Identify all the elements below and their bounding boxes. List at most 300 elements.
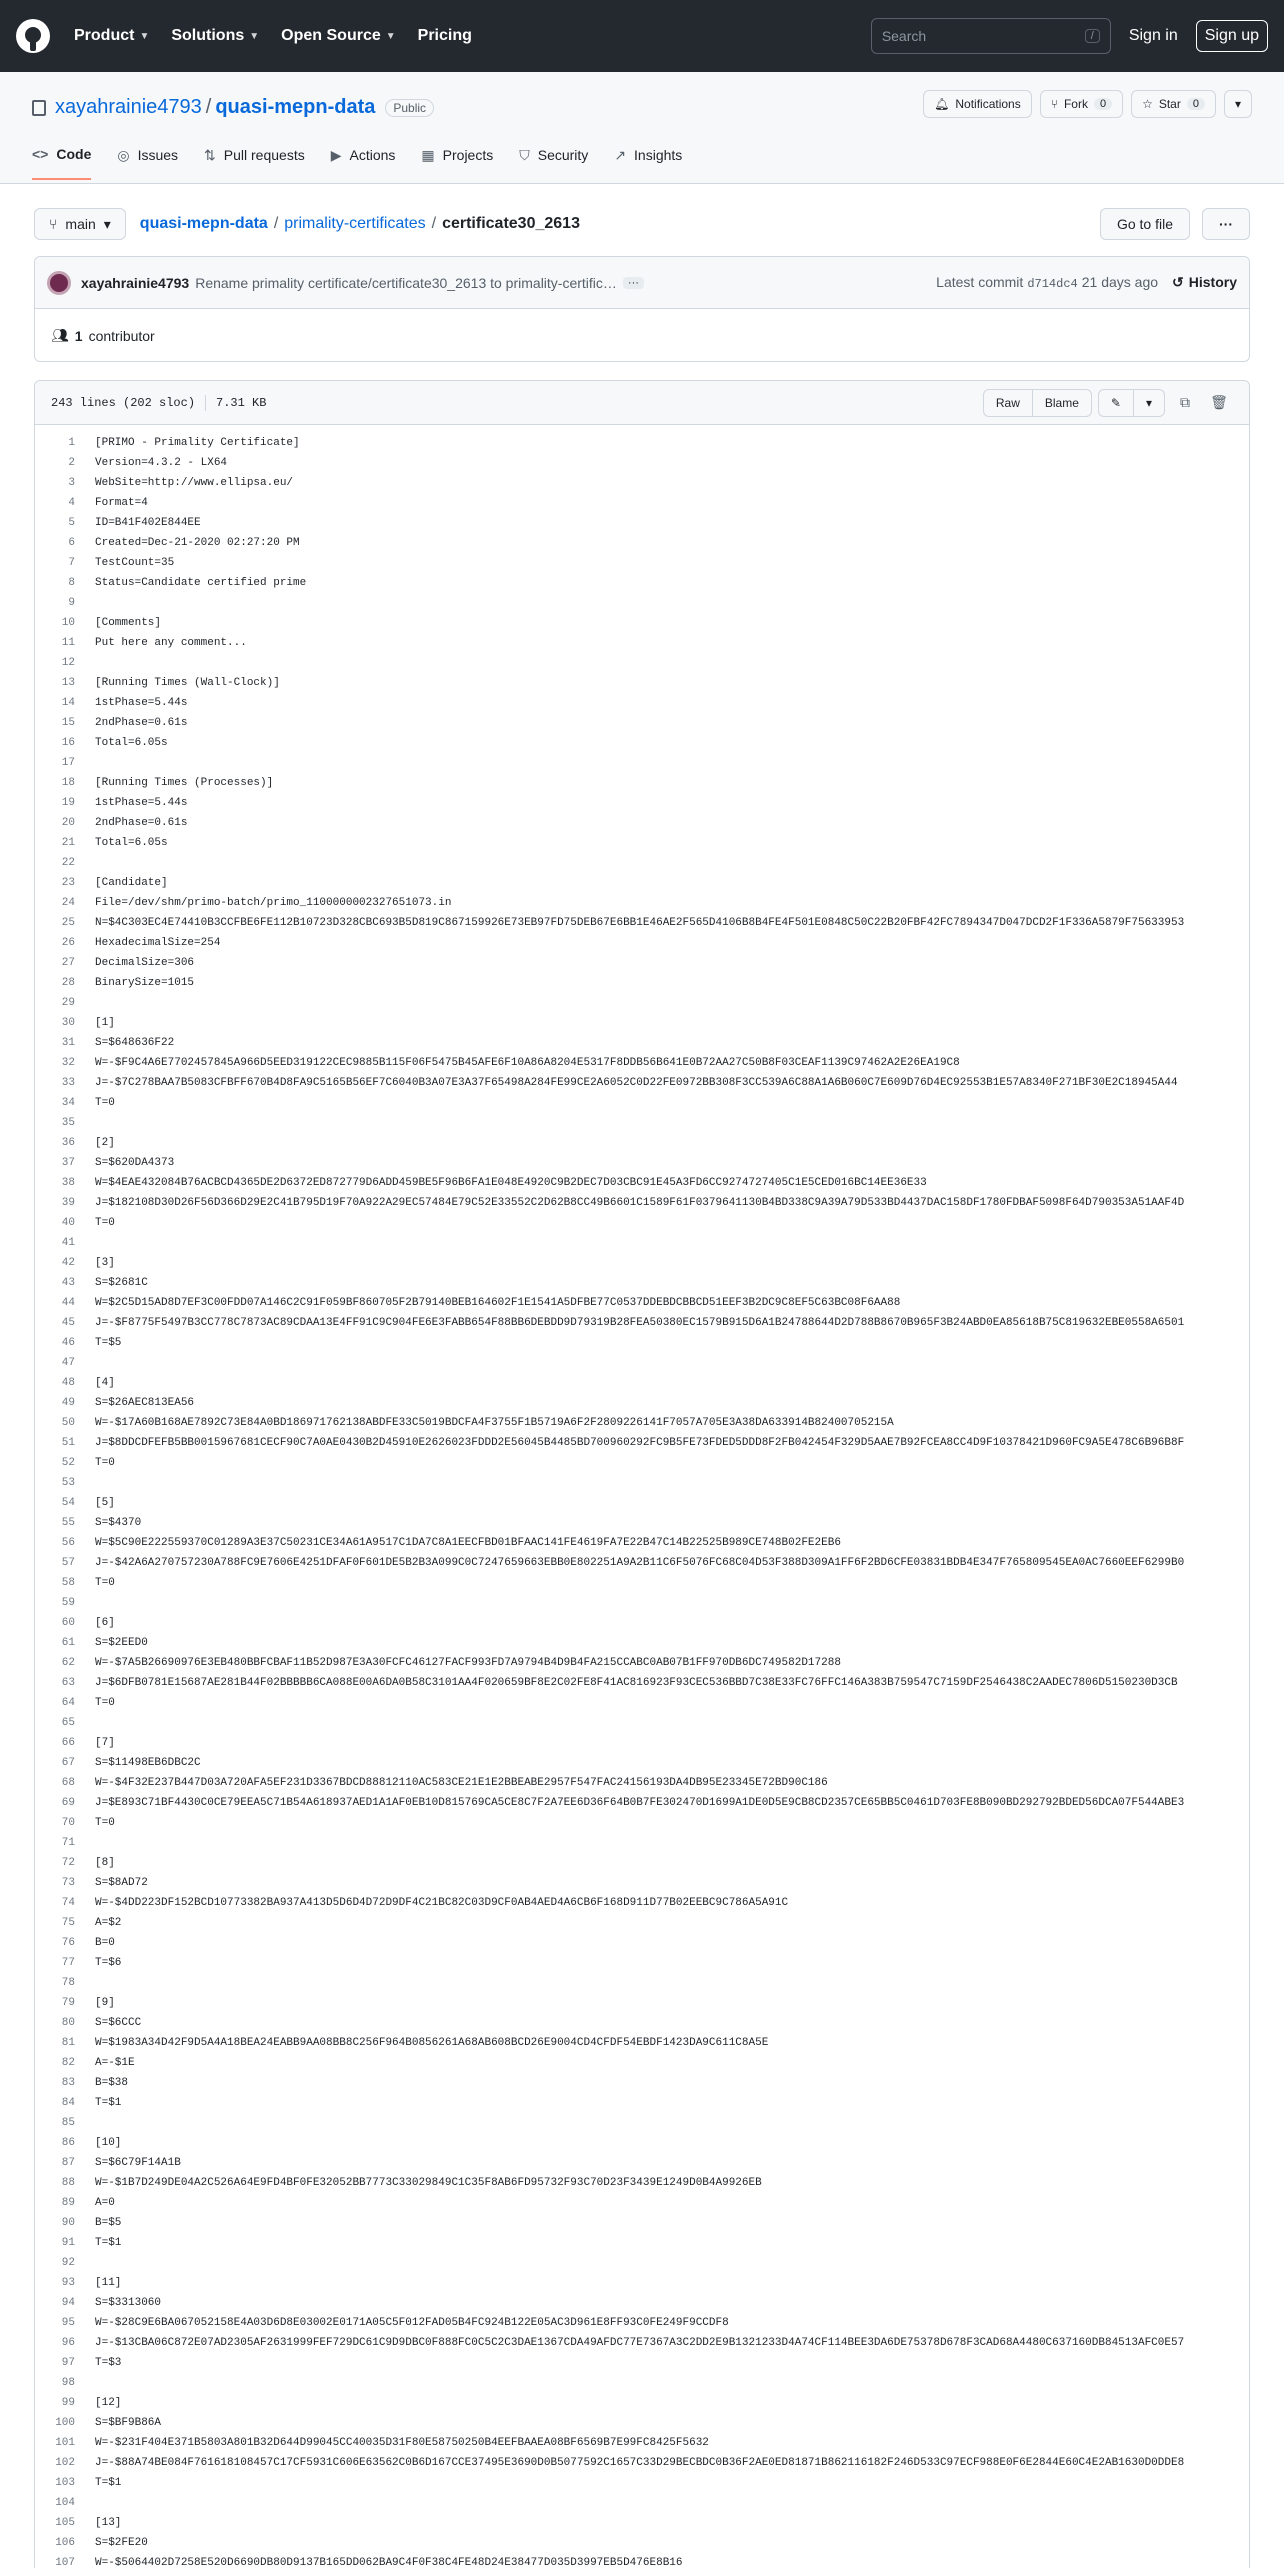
line-number[interactable]: 55 bbox=[61, 1517, 75, 1529]
nav-product[interactable] bbox=[74, 27, 149, 45]
chevron-down-icon: ▾ bbox=[103, 215, 111, 232]
line-text: DecimalSize=306 bbox=[95, 957, 195, 969]
chevron-down-icon: ▼ bbox=[139, 30, 150, 42]
go-to-file-button[interactable]: Go to file bbox=[1100, 208, 1190, 240]
line-number[interactable]: 91 bbox=[61, 2237, 75, 2249]
play-icon: ▶︎ bbox=[330, 146, 342, 163]
code-line bbox=[35, 1433, 1249, 1453]
nav-solutions-label: Solutions bbox=[171, 27, 245, 44]
line-text: J=$E893C71BF4430C0CE79EEA5C71B54A618937AED1A1AF0EB10D815769CA5CE8C7F2A7EE6D36F64B0B7FE302470D1699A1DE0D5E9CB8CD2357CE65BB5C0461D703FE8B090BD292792BDED56DCA07F544ABE3 bbox=[95, 1797, 1185, 1809]
line-number[interactable]: 77 bbox=[61, 1957, 75, 1969]
tab-issues-label: Issues bbox=[137, 147, 179, 163]
line-text: Version=4.3.2 - LX64 bbox=[95, 457, 228, 469]
line-number[interactable]: 72 bbox=[61, 1857, 75, 1869]
tab-issues[interactable] bbox=[117, 146, 178, 180]
delete-button[interactable] bbox=[1205, 389, 1233, 417]
code-line bbox=[35, 1973, 1249, 1993]
line-number[interactable]: 67 bbox=[61, 1757, 75, 1769]
line-number[interactable]: 97 bbox=[61, 2357, 75, 2369]
line-number[interactable]: 40 bbox=[61, 1217, 75, 1229]
code-line bbox=[35, 773, 1249, 793]
repo-title-separator: / bbox=[205, 96, 212, 118]
code-line bbox=[35, 1753, 1249, 1773]
line-number[interactable]: 11 bbox=[61, 637, 75, 649]
code-line bbox=[35, 953, 1249, 973]
nav-pricing-label: Pricing bbox=[417, 27, 472, 44]
line-text bbox=[75, 1713, 95, 1733]
code-line bbox=[35, 753, 1249, 773]
code-line bbox=[35, 1393, 1249, 1413]
code-line bbox=[35, 1453, 1249, 1473]
line-number[interactable]: 15 bbox=[61, 717, 75, 729]
nav-open-source[interactable] bbox=[281, 27, 395, 45]
line-text: W=$5C90E222559370C01289A3E37C50231CE34A61A9517C1DA7C8A1EECFBD01BFAAC141FE4619FA7E22B47C14B22525B989CE748B02FE2EB6 bbox=[95, 1537, 841, 1549]
line-number[interactable]: 12 bbox=[61, 657, 75, 669]
line-text: W=-$28C9E6BA067052158E4A03D6D8E03002E0171A05C5F012FAD05B4FC924B122E05AC3D961E8FF93C0FE249F9CCDF8 bbox=[95, 2317, 729, 2329]
line-number[interactable]: 2 bbox=[68, 457, 75, 469]
table-icon: ▦ bbox=[421, 146, 435, 163]
code-line bbox=[35, 1693, 1249, 1713]
line-number[interactable]: 107 bbox=[55, 2557, 75, 2568]
line-number[interactable]: 50 bbox=[61, 1417, 75, 1429]
line-number[interactable]: 25 bbox=[61, 917, 75, 929]
code-line bbox=[35, 833, 1249, 853]
line-text: W=-$231F404E371B5803A801B32D644D99045CC40035D31F80E58750250B4EEFBAAEA08BF6569B7E99FC8425F5632 bbox=[95, 2437, 709, 2449]
line-text: S=$11498EB6DBC2C bbox=[95, 1757, 201, 1769]
line-text: T=0 bbox=[95, 1697, 115, 1709]
history-icon: ↺ bbox=[1172, 274, 1184, 290]
github-logo-icon[interactable] bbox=[16, 19, 50, 53]
code-line bbox=[35, 573, 1249, 593]
line-number[interactable]: 66 bbox=[61, 1737, 75, 1749]
code-line bbox=[35, 1093, 1249, 1113]
commit-author[interactable]: xayahrainie4793 bbox=[81, 274, 190, 291]
line-number[interactable]: 13 bbox=[61, 677, 75, 689]
line-text bbox=[75, 2113, 95, 2133]
commit-expand-button[interactable]: ··· bbox=[623, 277, 644, 289]
line-number[interactable]: 101 bbox=[55, 2437, 75, 2449]
latest-commit-label: Latest commit bbox=[936, 274, 1024, 290]
branch-icon: ⑂ bbox=[49, 216, 58, 232]
line-number[interactable]: 14 bbox=[61, 697, 75, 709]
fork-button[interactable] bbox=[1040, 90, 1123, 118]
issue-icon: ◎ bbox=[117, 146, 130, 163]
contributors-label: contributor bbox=[88, 327, 155, 344]
line-text bbox=[75, 853, 95, 873]
line-number[interactable]: 45 bbox=[61, 1317, 75, 1329]
sign-up-button[interactable]: Sign up bbox=[1196, 20, 1268, 52]
code-line bbox=[35, 1113, 1249, 1133]
line-text: T=$5 bbox=[95, 1337, 122, 1349]
top-navbar bbox=[0, 0, 1284, 72]
line-text: B=0 bbox=[95, 1937, 115, 1949]
line-number[interactable]: 83 bbox=[61, 2077, 75, 2089]
line-number[interactable]: 20 bbox=[61, 817, 75, 829]
code-line bbox=[35, 1853, 1249, 1873]
code-line bbox=[35, 973, 1249, 993]
avatar[interactable] bbox=[47, 271, 71, 295]
code-line bbox=[35, 2213, 1249, 2233]
line-number[interactable]: 87 bbox=[61, 2157, 75, 2169]
code-line bbox=[35, 1653, 1249, 1673]
line-number[interactable]: 104 bbox=[55, 2497, 75, 2509]
copy-button[interactable] bbox=[1171, 389, 1199, 417]
nav-product-label: Product bbox=[74, 27, 135, 44]
line-number[interactable]: 93 bbox=[61, 2277, 75, 2289]
line-number[interactable]: 43 bbox=[61, 1277, 75, 1289]
raw-button[interactable]: Raw bbox=[983, 389, 1033, 417]
line-number[interactable]: 90 bbox=[61, 2217, 75, 2229]
line-number[interactable]: 5 bbox=[68, 517, 75, 529]
line-number[interactable]: 46 bbox=[61, 1337, 75, 1349]
contributors-row[interactable] bbox=[35, 309, 1249, 362]
latest-commit-info bbox=[936, 274, 1158, 291]
line-number[interactable]: 78 bbox=[61, 1977, 75, 1989]
line-number[interactable]: 1 bbox=[68, 437, 75, 449]
branch-selector[interactable] bbox=[34, 208, 126, 240]
line-number[interactable]: 4 bbox=[68, 497, 75, 509]
code-line bbox=[35, 853, 1249, 873]
code-line bbox=[35, 1333, 1249, 1353]
tab-code-label: Code bbox=[56, 146, 92, 162]
file-header bbox=[35, 381, 1249, 425]
line-text bbox=[75, 653, 95, 673]
line-number[interactable]: 71 bbox=[61, 1837, 75, 1849]
people-icon: 👥︎ bbox=[51, 327, 69, 343]
line-number[interactable]: 82 bbox=[61, 2057, 75, 2069]
sign-in-link[interactable]: Sign in bbox=[1128, 27, 1178, 44]
line-number[interactable]: 47 bbox=[61, 1357, 75, 1369]
line-text: J=-$13CBA06C872E07AD2305AF2631999FEF729DC61C9D9DBC0F888FC0C5C2C3DAE1367CDA49AFDC77E7367A3C2DD2E9B1321233D4A74CF114BEE3DA6DE75378D678F3CAD68A4480C637160DB84513AFC0E57 bbox=[95, 2337, 1185, 2349]
copy-icon: ⧉ bbox=[1180, 394, 1190, 410]
line-text: [2] bbox=[95, 1137, 115, 1149]
line-number[interactable]: 31 bbox=[61, 1037, 75, 1049]
code-line bbox=[35, 2053, 1249, 2073]
code-line bbox=[35, 2113, 1249, 2133]
code-line bbox=[35, 493, 1249, 513]
line-number[interactable]: 32 bbox=[61, 1057, 75, 1069]
line-text: J=-$7C278BAA7B5083CFBFF670B4D8FA9C5165B56EF7C6040B3A07E3A37F65498A284FE99CE2A6052C0D22FE0972BB308F3CC539A6C88A1A6B060C7E609D76D4EC92553B1E57A8340F271BF30E2C18945A44 bbox=[95, 1077, 1178, 1089]
line-number[interactable]: 10 bbox=[61, 617, 75, 629]
notifications-label: Notifications bbox=[955, 97, 1021, 111]
line-number[interactable]: 80 bbox=[61, 2017, 75, 2029]
line-number[interactable]: 28 bbox=[61, 977, 75, 989]
line-text: W=-$1B7D249DE04A2C526A64E9FD4BF0FE32052BB7773C33029849C1C35F8AB6FD95732F93C70D23F3439E1249D0B4A9926EB bbox=[95, 2177, 762, 2189]
line-number[interactable]: 36 bbox=[61, 1137, 75, 1149]
line-number[interactable]: 75 bbox=[61, 1917, 75, 1929]
line-number[interactable]: 9 bbox=[68, 597, 75, 609]
repo-title bbox=[32, 96, 434, 119]
line-number[interactable]: 70 bbox=[61, 1817, 75, 1829]
code-line bbox=[35, 2553, 1249, 2568]
line-number[interactable]: 69 bbox=[61, 1797, 75, 1809]
line-number[interactable]: 84 bbox=[61, 2097, 75, 2109]
line-number[interactable]: 27 bbox=[61, 957, 75, 969]
line-text: S=$6C79F14A1B bbox=[95, 2157, 181, 2169]
code-line bbox=[35, 1513, 1249, 1533]
line-text: S=$2EED0 bbox=[95, 1637, 148, 1649]
line-text: T=0 bbox=[95, 1217, 115, 1229]
nav-solutions[interactable] bbox=[171, 27, 259, 45]
code-line bbox=[35, 1673, 1249, 1693]
line-text: ID=B41F402E844EE bbox=[95, 517, 201, 529]
code-line bbox=[35, 1793, 1249, 1813]
code-line bbox=[35, 2133, 1249, 2153]
line-text: T=0 bbox=[95, 1577, 115, 1589]
line-number[interactable]: 39 bbox=[61, 1197, 75, 1209]
code-line bbox=[35, 2193, 1249, 2213]
line-text: W=$4EAE432084B76ACBCD4365DE2D6372ED872779D6ADD459BE5F96B6FA1E048E4920C9B2DEC7D03CBC91E45A3FD6CC9274727405C1E5CED016BC14EE36E33 bbox=[95, 1177, 927, 1189]
code-line bbox=[35, 1053, 1249, 1073]
code-line bbox=[35, 2233, 1249, 2253]
code-line bbox=[35, 1253, 1249, 1273]
line-text: [4] bbox=[95, 1377, 115, 1389]
code-line bbox=[35, 913, 1249, 933]
code-line bbox=[35, 593, 1249, 613]
edit-dropdown-button[interactable] bbox=[1133, 389, 1165, 417]
line-number[interactable]: 54 bbox=[61, 1497, 75, 1509]
repo-owner-link[interactable]: xayahrainie4793 bbox=[55, 96, 202, 118]
code-line bbox=[35, 1273, 1249, 1293]
line-text: S=$2FE20 bbox=[95, 2537, 148, 2549]
code-line bbox=[35, 2333, 1249, 2353]
line-number[interactable]: 8 bbox=[68, 577, 75, 589]
code-line bbox=[35, 473, 1249, 493]
code-line bbox=[35, 1373, 1249, 1393]
star-icon: ☆ bbox=[1142, 97, 1153, 111]
line-text: Created=Dec-21-2020 02:27:20 PM bbox=[95, 537, 300, 549]
line-number[interactable]: 56 bbox=[61, 1537, 75, 1549]
line-number[interactable]: 76 bbox=[61, 1937, 75, 1949]
line-number[interactable]: 48 bbox=[61, 1377, 75, 1389]
line-number[interactable]: 94 bbox=[61, 2297, 75, 2309]
repo-actions bbox=[923, 90, 1252, 118]
edit-button[interactable] bbox=[1098, 389, 1134, 417]
star-count: 0 bbox=[1187, 98, 1205, 110]
code-line bbox=[35, 1833, 1249, 1853]
line-number[interactable]: 73 bbox=[61, 1877, 75, 1889]
line-number[interactable]: 81 bbox=[61, 2037, 75, 2049]
line-text: J=$6DFB0781E15687AE281B44F02BBBBB6CA088E00A6DA0B58C3101AA4F020659BF8E2C02FE8F41AC816923F93CEC536BBD7C38E33FC76FFC146A383B759547C7159DF2546438C2AADEC7806D5150230D3CB bbox=[95, 1677, 1178, 1689]
star-dropdown-button[interactable] bbox=[1224, 90, 1252, 118]
line-number[interactable]: 64 bbox=[61, 1697, 75, 1709]
line-number[interactable]: 34 bbox=[61, 1097, 75, 1109]
line-number[interactable]: 102 bbox=[55, 2457, 75, 2469]
line-number[interactable]: 3 bbox=[68, 477, 75, 489]
code-line bbox=[35, 1633, 1249, 1653]
line-text bbox=[75, 1473, 95, 1493]
line-number[interactable]: 33 bbox=[61, 1077, 75, 1089]
line-number[interactable]: 57 bbox=[61, 1557, 75, 1569]
more-options-button[interactable]: ··· bbox=[1202, 208, 1250, 240]
line-number[interactable]: 85 bbox=[61, 2117, 75, 2129]
line-number[interactable]: 105 bbox=[55, 2517, 75, 2529]
line-text: W=-$5064402D7258E520D6690DB80D9137B165DD062BA9C4F0F38C4FE48D24E38477D035D3997EB5D476E8B16 bbox=[95, 2557, 683, 2568]
breadcrumb-root[interactable]: quasi-mepn-data bbox=[139, 215, 268, 232]
line-text: T=$1 bbox=[95, 2237, 122, 2249]
line-number[interactable]: 51 bbox=[61, 1437, 75, 1449]
line-number[interactable]: 103 bbox=[55, 2477, 75, 2489]
code-line bbox=[35, 793, 1249, 813]
line-number[interactable]: 92 bbox=[61, 2257, 75, 2269]
code-line bbox=[35, 813, 1249, 833]
line-number[interactable]: 18 bbox=[61, 777, 75, 789]
code-line bbox=[35, 2153, 1249, 2173]
line-text: J=-$42A6A270757230A788FC9E7606E4251DFAF0F601DE5B2B3A099C0C7247659663EBB0E802251A9A2B11C6F5076FC68C04D53F388D309A1FF6F2BD6CFE03831BDB4E347F765809545EA0AC7660EEF6299B0 bbox=[95, 1557, 1185, 1569]
line-text bbox=[75, 1593, 95, 1613]
line-number[interactable]: 61 bbox=[61, 1637, 75, 1649]
code-line bbox=[35, 873, 1249, 893]
line-number[interactable]: 62 bbox=[61, 1657, 75, 1669]
nav-open-source-label: Open Source bbox=[281, 27, 381, 44]
line-text: T=$6 bbox=[95, 1957, 122, 1969]
code-line bbox=[35, 1493, 1249, 1513]
line-text bbox=[75, 753, 95, 773]
line-number[interactable]: 42 bbox=[61, 1257, 75, 1269]
tab-actions-label: Actions bbox=[349, 147, 396, 163]
code-line bbox=[35, 993, 1249, 1013]
code-line bbox=[35, 553, 1249, 573]
file-lines-info: 243 lines (202 sloc) bbox=[51, 395, 196, 410]
file-actions bbox=[983, 389, 1233, 417]
line-text: A=$2 bbox=[95, 1917, 122, 1929]
line-text: J=-$88A74BE084F761618108457C17CF5931C606E63562C0B6D167CCE37495E3690D0B5077592C1657C33D29BECBDC0B36F2AE0ED81871B862116182F246D533C97ECF988E0F6E2844E60C4E2AB1630D0DDE8 bbox=[95, 2457, 1185, 2469]
code-line bbox=[35, 1813, 1249, 1833]
line-number[interactable]: 95 bbox=[61, 2317, 75, 2329]
line-number[interactable]: 41 bbox=[61, 1237, 75, 1249]
line-number[interactable]: 21 bbox=[61, 837, 75, 849]
tab-pull-requests[interactable] bbox=[204, 146, 305, 180]
breadcrumb-file: certificate30_2613 bbox=[442, 215, 580, 232]
line-number[interactable]: 17 bbox=[61, 757, 75, 769]
line-text: 2ndPhase=0.61s bbox=[95, 717, 188, 729]
code-line bbox=[35, 1133, 1249, 1153]
line-text: [Candidate] bbox=[95, 877, 168, 889]
line-text: Total=6.05s bbox=[95, 837, 168, 849]
history-button[interactable] bbox=[1172, 274, 1237, 291]
breadcrumb-folder[interactable]: primality-certificates bbox=[284, 215, 426, 232]
code-line bbox=[35, 2073, 1249, 2093]
repo-name-link[interactable]: quasi-mepn-data bbox=[215, 96, 376, 118]
line-number[interactable]: 49 bbox=[61, 1397, 75, 1409]
line-number[interactable]: 16 bbox=[61, 737, 75, 749]
line-text: W=-$F9C4A6E7702457845A966D5EED319122CEC9885B115F06F5475B45AFE6F10A86A8204E5317F8DDB56B641E0B72AA27C50B8F03CEAF1139C97462A2E26EA19C8 bbox=[95, 1057, 960, 1069]
commit-message[interactable]: Rename primality certificate/certificate30_2613 to primality-certific… bbox=[195, 274, 617, 291]
chevron-down-icon: ▾ bbox=[1234, 97, 1241, 111]
line-number[interactable]: 7 bbox=[68, 557, 75, 569]
line-text: W=$2C5D15AD8D7EF3C00FDD07A146C2C91F059BF860705F2B79140BEB164602F1E1541A5DFBE77C0537DDEBDCBBCD51EEF3B2DC9C8EF5C63BC08F6AA88 bbox=[95, 1297, 901, 1309]
visibility-badge: Public bbox=[385, 99, 434, 117]
line-text: [Running Times (Processes)] bbox=[95, 777, 274, 789]
line-number[interactable]: 60 bbox=[61, 1617, 75, 1629]
code-line bbox=[35, 653, 1249, 673]
line-number[interactable]: 106 bbox=[55, 2537, 75, 2549]
line-number[interactable]: 68 bbox=[61, 1777, 75, 1789]
shield-icon: ⛉ bbox=[519, 146, 530, 163]
commit-hash[interactable]: d714dc4 bbox=[1027, 277, 1078, 291]
code-line bbox=[35, 933, 1249, 953]
line-number[interactable]: 96 bbox=[61, 2337, 75, 2349]
line-number[interactable]: 65 bbox=[61, 1717, 75, 1729]
line-number[interactable]: 52 bbox=[61, 1457, 75, 1469]
code-line bbox=[35, 693, 1249, 713]
divider bbox=[205, 395, 206, 411]
code-line bbox=[35, 2413, 1249, 2433]
line-text: T=0 bbox=[95, 1097, 115, 1109]
star-button[interactable] bbox=[1131, 90, 1216, 118]
code-line bbox=[35, 1773, 1249, 1793]
line-number[interactable]: 86 bbox=[61, 2137, 75, 2149]
line-text: T=0 bbox=[95, 1457, 115, 1469]
blame-button[interactable]: Blame bbox=[1032, 389, 1092, 417]
line-text: A=-$1E bbox=[95, 2057, 135, 2069]
line-number[interactable]: 24 bbox=[61, 897, 75, 909]
line-number[interactable]: 99 bbox=[61, 2397, 75, 2409]
commit-box bbox=[34, 256, 1250, 362]
code-line bbox=[35, 1873, 1249, 1893]
code-line bbox=[35, 2313, 1249, 2333]
line-number[interactable]: 22 bbox=[61, 857, 75, 869]
line-number[interactable]: 29 bbox=[61, 997, 75, 1009]
tab-projects[interactable] bbox=[421, 146, 493, 180]
tab-actions[interactable] bbox=[331, 146, 396, 180]
line-text: TestCount=35 bbox=[95, 557, 175, 569]
notifications-button[interactable] bbox=[923, 90, 1032, 118]
line-number[interactable]: 30 bbox=[61, 1017, 75, 1029]
line-number[interactable]: 35 bbox=[61, 1117, 75, 1129]
tab-code[interactable] bbox=[32, 146, 91, 180]
line-number[interactable]: 74 bbox=[61, 1897, 75, 1909]
chevron-down-icon: ▼ bbox=[249, 30, 260, 42]
code-line bbox=[35, 2473, 1249, 2493]
line-number[interactable]: 100 bbox=[55, 2417, 75, 2429]
line-number[interactable]: 19 bbox=[61, 797, 75, 809]
tab-pull-requests-label: Pull requests bbox=[223, 147, 305, 163]
line-number[interactable]: 98 bbox=[61, 2377, 75, 2389]
breadcrumb-separator: / bbox=[273, 215, 279, 232]
fork-icon: ⑂ bbox=[1050, 97, 1058, 111]
line-number[interactable]: 53 bbox=[61, 1477, 75, 1489]
code-line bbox=[35, 433, 1249, 453]
line-text: S=$6CCC bbox=[95, 2017, 142, 2029]
contributors-count: 1 bbox=[74, 327, 83, 344]
line-text: [3] bbox=[95, 1257, 115, 1269]
code-line bbox=[35, 1733, 1249, 1753]
tab-security[interactable] bbox=[519, 146, 588, 180]
line-number[interactable]: 58 bbox=[61, 1577, 75, 1589]
graph-icon: ↗ bbox=[614, 146, 627, 163]
line-number[interactable]: 23 bbox=[61, 877, 75, 889]
line-number[interactable]: 37 bbox=[61, 1157, 75, 1169]
line-number[interactable]: 6 bbox=[68, 537, 75, 549]
line-number[interactable]: 89 bbox=[61, 2197, 75, 2209]
code-line bbox=[35, 1953, 1249, 1973]
line-number[interactable]: 38 bbox=[61, 1177, 75, 1189]
line-number[interactable]: 63 bbox=[61, 1677, 75, 1689]
line-number[interactable]: 59 bbox=[61, 1597, 75, 1609]
code-line bbox=[35, 1913, 1249, 1933]
line-text: T=$1 bbox=[95, 2097, 122, 2109]
file-path-bar bbox=[34, 208, 1250, 240]
line-number[interactable]: 79 bbox=[61, 1997, 75, 2009]
nav-pricing[interactable] bbox=[418, 27, 472, 45]
line-number[interactable]: 88 bbox=[61, 2177, 75, 2189]
line-number[interactable]: 26 bbox=[61, 937, 75, 949]
search-input[interactable] bbox=[871, 18, 1111, 54]
line-text bbox=[75, 2253, 95, 2273]
line-number[interactable]: 44 bbox=[61, 1297, 75, 1309]
tab-insights[interactable] bbox=[614, 146, 682, 180]
